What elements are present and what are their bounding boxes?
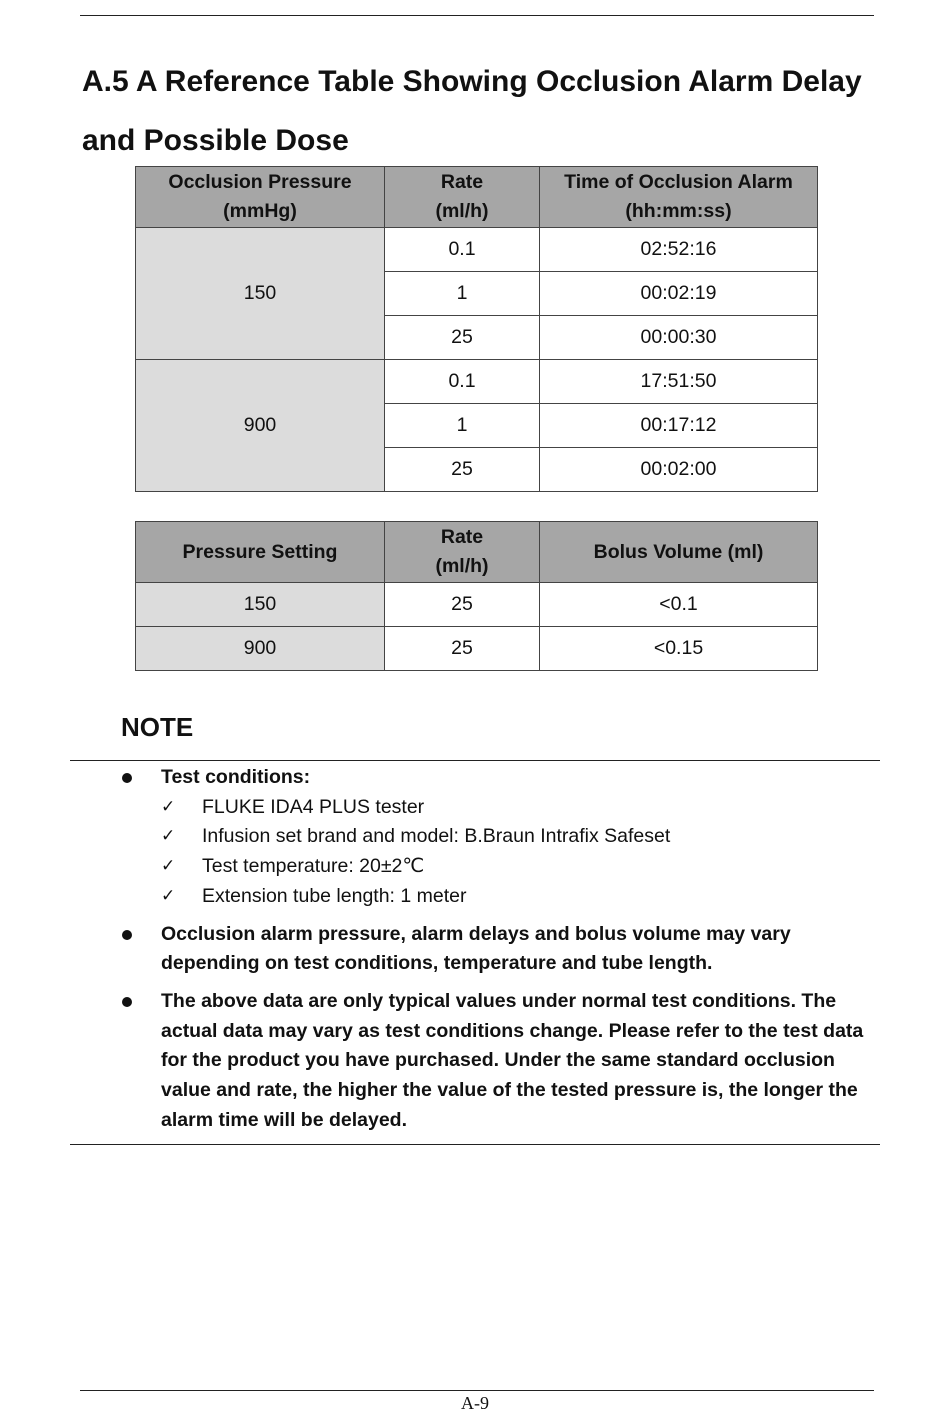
rate-cell: 25 (385, 316, 540, 360)
bolus-volume-cell: <0.1 (540, 583, 818, 627)
header-alarm-time (540, 167, 818, 228)
checkmark-icon: ✓ (161, 826, 176, 847)
occlusion-alarm-table (135, 166, 818, 492)
list-item-text: Infusion set brand and model: B.Braun Intrafix Safeset (202, 825, 671, 848)
checkmark-icon: ✓ (161, 856, 176, 877)
bullet-icon (122, 773, 132, 783)
list-item (161, 852, 880, 882)
list-item-text: FLUKE IDA4 PLUS tester (202, 795, 425, 818)
header-bolus-volume: Bolus Volume (ml) (540, 522, 818, 583)
alarm-time-cell: 00:00:30 (540, 316, 818, 360)
checkmark-icon: ✓ (161, 796, 176, 817)
rate-cell: 1 (385, 404, 540, 448)
bolus-volume-table (135, 521, 818, 671)
page-number: A-9 (461, 1393, 489, 1413)
rate-cell: 25 (385, 627, 540, 671)
header-unit: (hh:mm:ss) (625, 200, 732, 222)
alarm-time-cell: 00:17:12 (540, 404, 818, 448)
header-unit: (ml/h) (435, 200, 489, 222)
pressure-group-cell: 150 (136, 228, 385, 360)
rate-cell: 25 (385, 583, 540, 627)
table-row (136, 583, 818, 627)
alarm-time-cell: 00:02:19 (540, 272, 818, 316)
pressure-group-cell: 900 (136, 360, 385, 492)
note-heading: NOTE (121, 712, 194, 742)
alarm-time-cell: 00:02:00 (540, 448, 818, 492)
bolus-volume-cell: <0.15 (540, 627, 818, 671)
header-rule (80, 15, 874, 16)
pressure-setting-cell: 150 (136, 583, 385, 627)
rate-cell: 1 (385, 272, 540, 316)
alarm-time-cell: 17:51:50 (540, 360, 818, 404)
header-text: Rate (440, 171, 484, 193)
note-bullet (70, 920, 880, 979)
section-title: A.5 A Reference Table Showing Occlusion Alarm Delay and Possible Dose (82, 65, 862, 157)
note-bullet-text: The above data are only typical values under normal test conditions. The actual data may vary as test conditions change. Please refer to the test data for the product you have purchased. Under the same standard occlusion value and rate, the higher the value of the tested pressure is, the longer the alarm time will be delayed. (161, 989, 864, 1131)
table-header-row (136, 167, 818, 228)
header-text: Time of Occlusion Alarm (564, 171, 793, 193)
note-bottom-rule (70, 1144, 880, 1145)
footer-rule (80, 1390, 874, 1391)
table-row (136, 627, 818, 671)
header-rate (385, 167, 540, 228)
list-item-text: Test temperature: 20±2℃ (202, 855, 425, 878)
test-conditions-list (161, 793, 880, 912)
note-list (70, 760, 880, 1135)
header-unit: (mmHg) (223, 200, 297, 222)
table-header-row (136, 522, 818, 583)
header-text: Rate (440, 526, 484, 548)
list-item-text: Extension tube length: 1 meter (202, 884, 467, 907)
note-bullet (70, 987, 880, 1136)
alarm-time-cell: 02:52:16 (540, 228, 818, 272)
note-bullet-text: Test conditions: (161, 766, 311, 788)
note-bullet-text: Occlusion alarm pressure, alarm delays and bolus volume may vary depending on test conditions, temperature and tube length. (161, 922, 791, 975)
header-occlusion-pressure (136, 167, 385, 228)
checkmark-icon: ✓ (161, 885, 176, 906)
table-row (136, 360, 818, 404)
rate-cell: 25 (385, 448, 540, 492)
rate-cell: 0.1 (385, 360, 540, 404)
list-item (161, 882, 880, 912)
pressure-setting-cell: 900 (136, 627, 385, 671)
header-unit: (ml/h) (435, 555, 489, 577)
table-row (136, 228, 818, 272)
list-item (161, 822, 880, 852)
bullet-icon (122, 997, 132, 1007)
bullet-icon (122, 930, 132, 940)
list-item (161, 793, 880, 823)
header-text: Occlusion Pressure (168, 171, 352, 193)
rate-cell: 0.1 (385, 228, 540, 272)
header-rate (385, 522, 540, 583)
note-bullet (70, 763, 880, 912)
header-pressure-setting: Pressure Setting (136, 522, 385, 583)
